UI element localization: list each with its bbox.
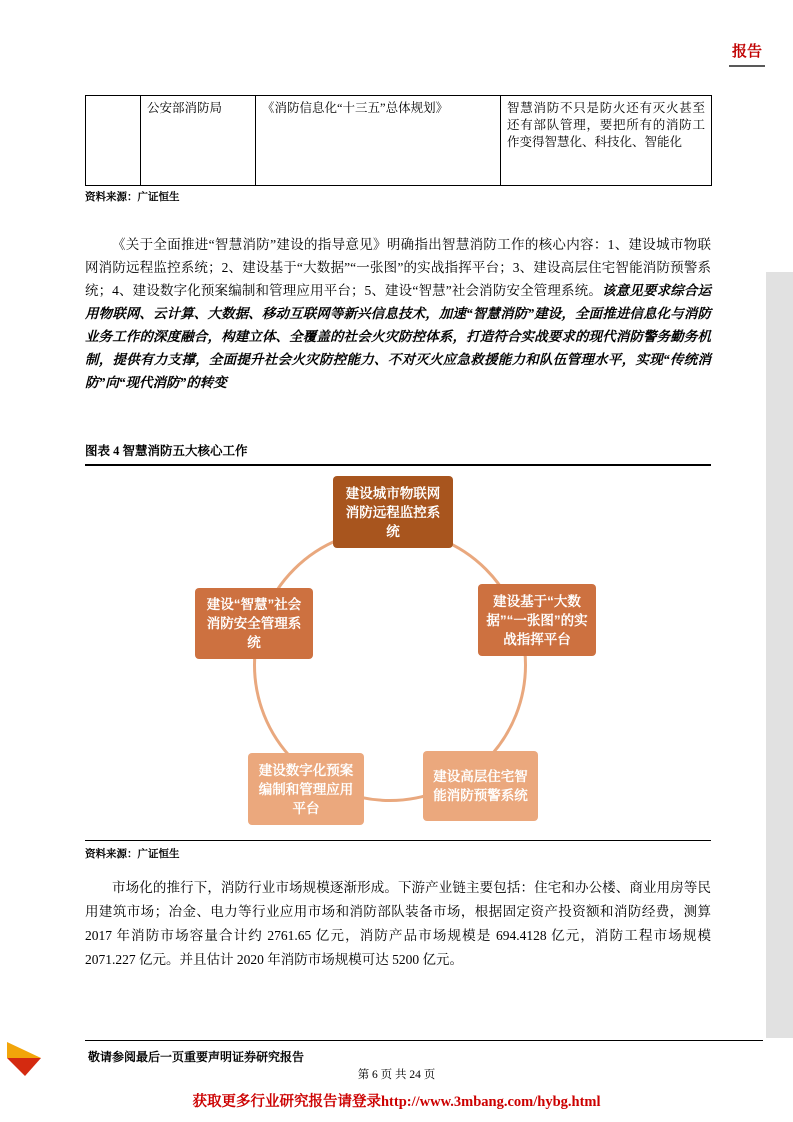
promo-link[interactable]: 获取更多行业研究报告请登录http://www.3mbang.com/hybg.html <box>192 1094 601 1110</box>
diagram-node-iot-monitoring: 建设城市物联网消防远程监控系统 <box>333 476 453 548</box>
table-cell-empty <box>86 96 141 186</box>
policy-paragraph <box>85 233 711 394</box>
five-core-tasks-diagram <box>85 462 711 840</box>
diagram-node-highrise-warning: 建设高层住宅智能消防预警系统 <box>423 751 538 821</box>
table-row <box>86 96 712 186</box>
page-number: 第 6 页 共 24 页 <box>357 1069 436 1081</box>
diagram-node-big-data-platform: 建设基于“大数据”“一张图”的实战指挥平台 <box>478 584 596 656</box>
table-cell-agency: 公安部消防局 <box>141 96 256 186</box>
diagram-node-smart-social-management: 建设“智慧”社会消防安全管理系统 <box>195 588 313 659</box>
policy-table <box>85 95 712 186</box>
diagram-node-digital-plan-platform: 建设数字化预案编制和管理应用平台 <box>248 753 364 825</box>
figure-title: 图表 4 智慧消防五大核心工作 <box>85 441 711 466</box>
table-source-note: 资料来源：广证恒生 <box>85 191 180 203</box>
page-right-gray-strip <box>766 272 793 1038</box>
policy-paragraph-normal: 《关于全面推进“智慧消防”建设的指导意见》明确指出智慧消防工作的核心内容：1、建设城市物联网消防远程监控系统；2、建设基于“大数据”“一张图”的实战指挥平台；3、建设高层住宅智能消防预警系统；4、建设数字化预案编制和管理应用平台；5、建设“智慧”社会消防安全管理系统。 <box>85 237 711 298</box>
figure-bottom-rule <box>85 840 711 841</box>
footer-rule <box>85 1040 763 1041</box>
policy-paragraph-emphasis: 该意见要求综合运用物联网、云计算、大数据、移动互联网等新兴信息技术，加速“智慧消防”建设，全面推进信息化与消防业务工作的深度融合，构建立体、全覆盖的社会火灾防控体系，打造符合实战要求的现代消防警务勤务机制，提供有力支撑，全面提升社会火灾防控能力、不对灭火应急救援能力和队伍管理水平，实现“传统消防”向“现代消防”的转变 <box>85 283 712 390</box>
table-cell-policy-name: 《消防信息化“十三五”总体规划》 <box>256 96 501 186</box>
figure-source-note: 资料来源：广证恒生 <box>85 848 180 860</box>
footer-disclaimer: 敬请参阅最后一页重要声明证券研究报告 <box>88 1050 305 1064</box>
market-paragraph: 市场化的推行下，消防行业市场规模逐渐形成。下游产业链主要包括：住宅和办公楼、商业用房等民用建筑市场；冶金、电力等行业应用市场和消防部队装备市场，根据固定资产投资额和消防经费，测算 2017 年消防市场容量合计约 2761.65 亿元，消防产品市场规模是 694.4128 亿元，消防工程市场规模 2071.227 亿元。并且估计 2020 年消防市场规模可达 5200 亿元。 <box>85 880 711 967</box>
table-cell-policy-description: 智慧消防不只是防火还有灭火甚至还有部队管理，要把所有的消防工作变得智慧化、科技化、智能化 <box>501 96 712 186</box>
logo-yellow-triangle <box>7 1042 41 1058</box>
report-type-label: 报告 <box>729 40 765 67</box>
